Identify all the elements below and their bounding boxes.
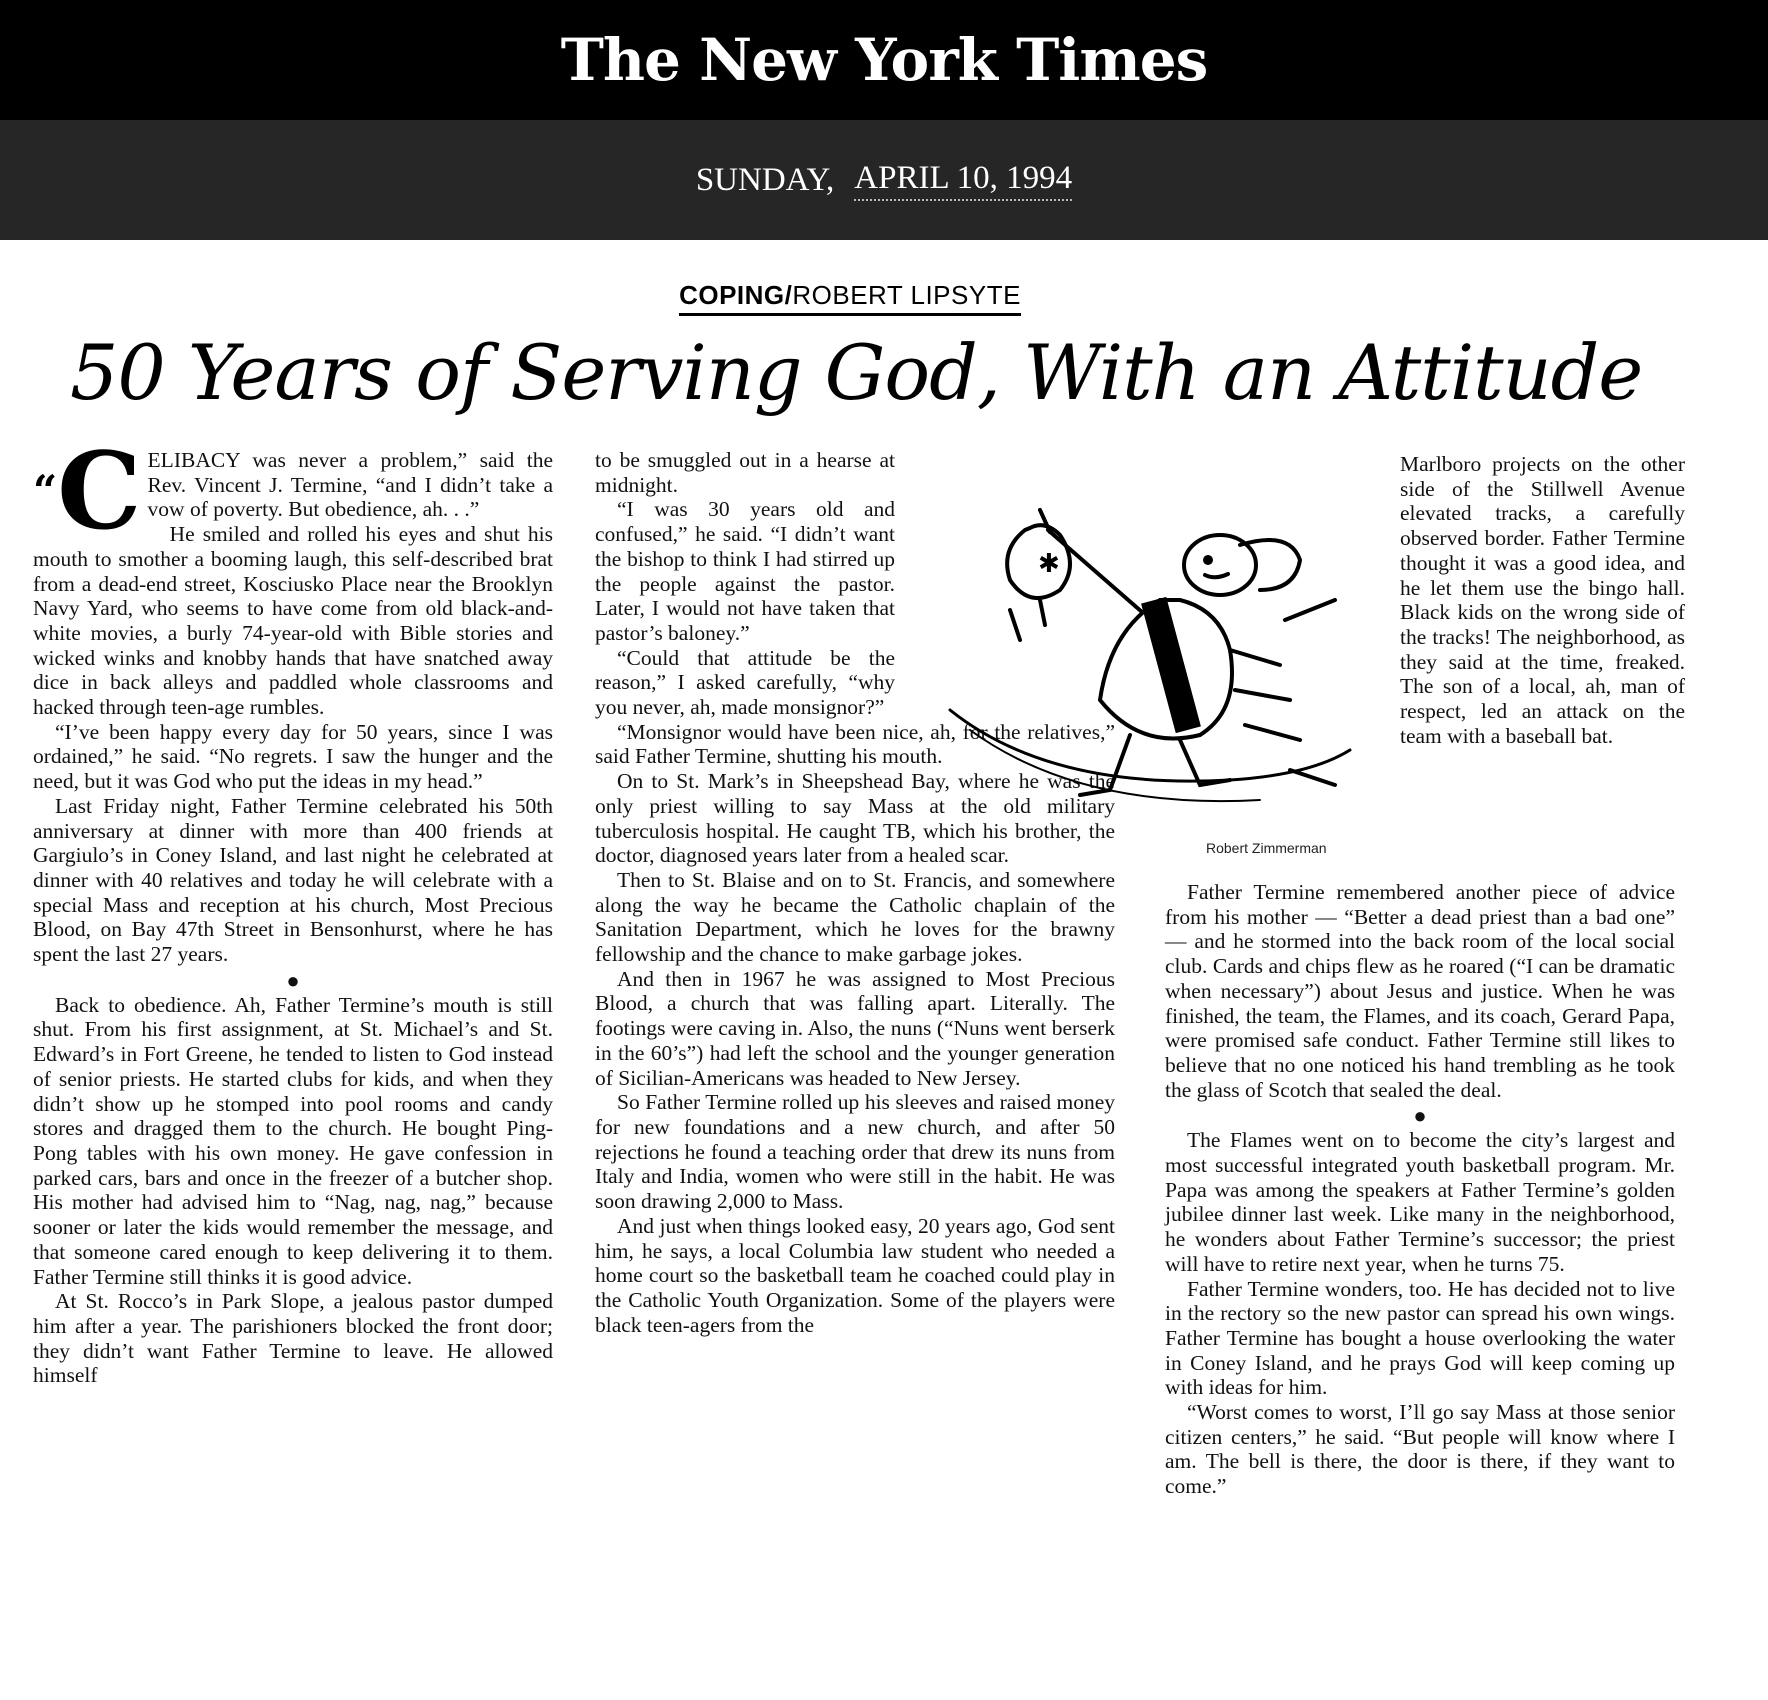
column-kicker (0, 280, 1700, 316)
nyt-logo[interactable]: The New York Times (560, 26, 1208, 94)
date-link[interactable]: APRIL 10, 1994 (854, 160, 1072, 201)
paragraph: “Worst comes to worst, I’ll go say Mass at those senior citizen centers,” he said. “But people will know where I am. The bell is there, the door is there, if they want to come.” (1165, 1400, 1675, 1499)
illustration-credit: Robert Zimmerman (1206, 840, 1327, 856)
paragraph: At St. Rocco’s in Park Slope, a jealous pastor dumped him after a year. The parishioners blocked the front door; they didn’t want Father Termine to leave. He allowed himself (33, 1289, 553, 1388)
paragraph: He smiled and rolled his eyes and shut his mouth to smother a booming laugh, this self-described brat from a dead-end street, Kosciusko Place near the Brooklyn Navy Yard, who seems to have come from old black-and-white movies, a burly 74-year-old with Bible stories and wicked winks and knobby hands that have snatched away dice in back alleys and paddled whole classrooms and hacked through teen-age rumbles. (33, 522, 553, 720)
article-column-1 (33, 428, 553, 1388)
paragraph: On to St. Mark’s in Sheepshead Bay, where he was the only priest willing to say Mass at the old military tuberculosis hospital. He caught TB, which his brother, the doctor, diagnosed years later from a healed scar. (595, 769, 1115, 868)
paragraph: “I was 30 years old and confused,” he said. “I didn’t want the bishop to think I had stirred up the people against the pastor. Later, I would not have taken that pastor’s baloney.” (595, 497, 895, 645)
kicker-label: COPING (679, 280, 785, 310)
date-bar (0, 120, 1768, 240)
paragraph: Father Termine wonders, too. He has decided not to live in the rectory so the new pastor can spread his own wings. Father Termine has bought a house overlooking the water in Coney Island, and he prays God will keep coming up with ideas for him. (1165, 1276, 1675, 1400)
paragraph: The Flames went on to become the city’s largest and most successful integrated youth basketball program. Mr. Papa was among the speakers at Father Termine’s golden jubilee dinner last week. Like many in the neighborhood, he wonders about Father Termine’s successor; the priest will have to retire next year, when he turns 75. (1165, 1128, 1675, 1276)
paragraph: And just when things looked easy, 20 years ago, God sent him, he says, a local Columbia law student who needed a home court so the basketball team he coached could play in the Catholic Youth Organization. Some of the players were black teen-agers from the (595, 1213, 1115, 1337)
priest-illustration (930, 450, 1375, 845)
headline: 50 Years of Serving God, With an Attitude (70, 328, 1643, 417)
paragraph: “I’ve been happy every day for 50 years, since I was ordained,” he said. “No regrets. I saw the hunger and the need, but it was God who put the ideas in my head.” (33, 719, 553, 794)
paragraph: to be smuggled out in a hearse at midnight. (595, 448, 895, 497)
article-column-3-top (1400, 452, 1685, 748)
article-column-3 (1165, 880, 1675, 1499)
section-break-bullet: ● (1413, 1103, 1427, 1129)
paragraph: Marlboro projects on the other side of the Stillwell Avenue elevated tracks, a carefully observed border. Father Termine thought it was a good idea, and he let them use the bingo hall. Black kids on the wrong side of the tracks! The neighborhood, as they said at the time, freaked. The son of a local, ah, man of respect, led an attack on the team with a baseball bat. (1400, 452, 1685, 748)
byline: ROBERT LIPSYTE (792, 280, 1021, 310)
paragraph: Then to St. Blaise and on to St. Francis, and somewhere along the way he became the Catholic chaplain of the Sanitation Department, which he loves for the brawny fellowship and the chance to make garbage jokes. (595, 867, 1115, 967)
masthead (0, 0, 1768, 120)
kicker-separator: / (784, 280, 793, 310)
article-clipping (0, 240, 1768, 1700)
paragraph: So Father Termine rolled up his sleeves and raised money for new foundations and a new church, and after 50 rejections he found a teaching order that drew its nuns from Italy and India, women who were still in the habit. He was soon drawing 2,000 to Mass. (595, 1090, 1115, 1214)
paragraph: Back to obedience. Ah, Father Termine’s mouth is still shut. From his first assignment, at St. Michael’s and St. Edward’s in Fort Greene, he tended to listen to God instead of senior priests. He started clubs for kids, and when they didn’t show up he stomped into pool rooms and candy stores and dragged them to the church. He bought Ping-Pong tables with his own money. He gave confession in parked cars, bars and once in the freezer of a butcher shop. His mother had advised him to “Nag, nag, nag,” because sooner or later the kids would remember the message, and that someone cared enough to keep delivering it to them. Father Termine still thinks it is good advice. (33, 992, 553, 1289)
paragraph: “Monsignor would have been nice, ah, for the relatives,” said Father Termine, shutting his mouth. (595, 719, 1115, 769)
paragraph: And then in 1967 he was assigned to Most Precious Blood, a church that was falling apart. Literally. The footings were caving in. Also, the nuns (“Nuns went berserk in the 60’s”) had left the school and the younger generation of Sicilian-Americans was headed to New Jersey. (595, 966, 1115, 1090)
svg-text:✱: ✱ (1038, 549, 1060, 579)
paragraph: Father Termine remembered another piece of advice from his mother — “Better a dead priest than a bad one” — and he stormed into the back room of the local social club. Cards and chips flew as he roared (“I can be dramatic when necessary”) about Jesus and justice. When he was finished, the team, the Flames, and its coach, Gerard Papa, were promised safe conduct. Father Termine still likes to believe that no one noticed his hand trembling as he took the glass of Scotch that sealed the deal. (1165, 880, 1675, 1102)
paragraph: “Could that attitude be the reason,” I asked carefully, “why you never, ah, made monsignor?” (595, 645, 895, 720)
date-weekday: SUNDAY, (695, 161, 835, 198)
drop-cap: “C (33, 428, 142, 553)
paragraph: Last Friday night, Father Termine celebrated his 50th anniversary at dinner with more than 400 friends at Gargiulo’s in Coney Island, and last night he celebrated at dinner with 40 relatives and today he will celebrate with a special Mass and reception at his church, Most Precious Blood, on Bay 47th Street in Bensonhurst, where he has spent the last 27 years. (33, 793, 553, 967)
section-break-bullet: ● (286, 967, 300, 993)
lead-paragraph: “C ELIBACY was never a problem,” said the Rev. Vincent J. Termine, “and I didn’t take a vow of poverty. But obedience, ah. . .” (33, 428, 553, 553)
